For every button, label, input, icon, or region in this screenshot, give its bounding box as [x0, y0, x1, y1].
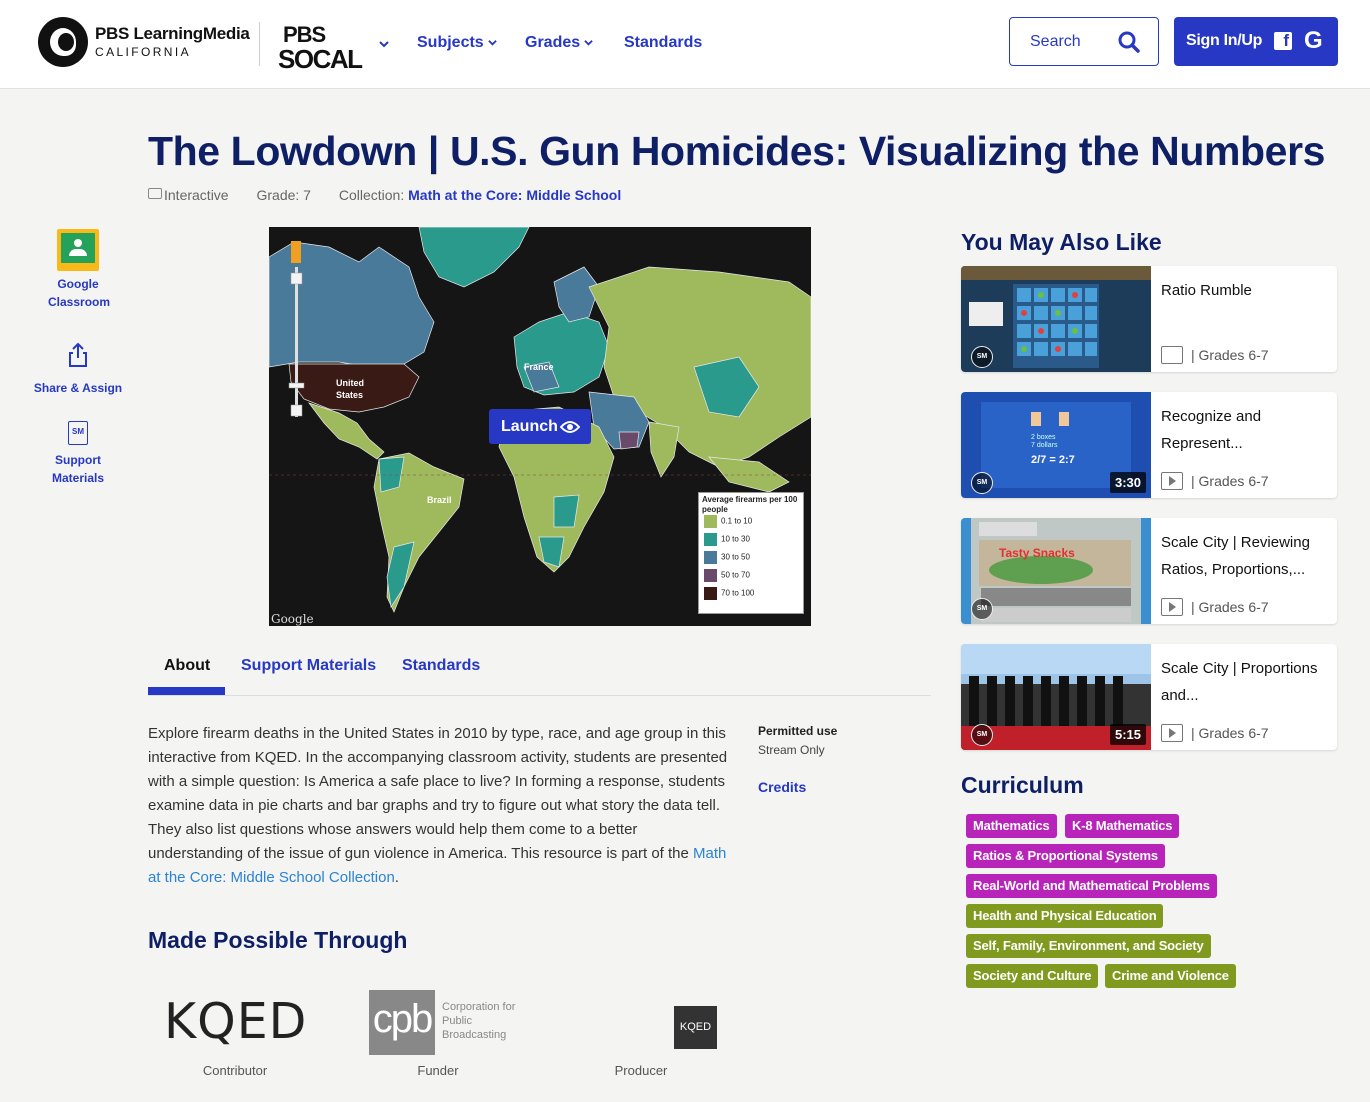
related-grades: [1161, 346, 1269, 364]
support-materials-label: Support Materials: [51, 453, 105, 485]
share-assign-label: Share & Assign: [33, 381, 123, 395]
search-label: Search: [1030, 33, 1081, 50]
permitted-use-value: Stream Only: [758, 743, 825, 757]
curriculum-tag[interactable]: Mathematics: [966, 814, 1057, 838]
search-icon: [1117, 30, 1141, 54]
launch-button[interactable]: [489, 409, 591, 444]
legend-row: [704, 515, 752, 528]
permitted-use-label: Permitted use: [758, 724, 838, 738]
tabs-divider: [148, 695, 931, 696]
support-materials-badge: SM: [971, 724, 993, 746]
legend-swatch: [704, 515, 717, 528]
curriculum-tag[interactable]: Health and Physical Education: [966, 904, 1163, 928]
legend-row: [704, 551, 750, 564]
site-header: [0, 0, 1370, 89]
credits-link[interactable]: Credits: [758, 779, 807, 795]
curriculum-tag[interactable]: Society and Culture: [966, 964, 1098, 988]
video-duration: 5:15: [1110, 724, 1146, 745]
eye-icon: [560, 420, 580, 434]
search-button[interactable]: [1009, 17, 1159, 66]
google-map-credit: Google: [271, 612, 314, 626]
tab-standards[interactable]: Standards: [402, 657, 481, 674]
legend-row: [704, 569, 750, 582]
related-card[interactable]: [961, 644, 1337, 750]
legend-row: [704, 533, 750, 546]
contributor-label: Contributor: [202, 1063, 268, 1078]
resource-type: Interactive: [164, 187, 229, 203]
related-title: Scale City | Proportions and...: [1161, 660, 1318, 704]
legend-label: 50 to 70: [721, 570, 750, 580]
curriculum-tag[interactable]: K-8 Mathematics: [1065, 814, 1179, 838]
funder-label: Funder: [417, 1063, 459, 1078]
related-grades: [1161, 472, 1269, 490]
kqed-contributor-logo[interactable]: KQED: [164, 993, 308, 1050]
legend-swatch: [704, 569, 717, 582]
share-icon: [67, 342, 89, 368]
thumb-ratio: 2/7 = 2:7: [1031, 454, 1075, 466]
header-divider: [259, 22, 260, 66]
map-legend: [698, 492, 804, 614]
thumb-caption: 2 boxes 7 dollars: [1031, 434, 1058, 449]
support-materials-badge: SM: [971, 346, 993, 368]
map-label-france: France: [524, 362, 554, 372]
chevron-down-icon[interactable]: [378, 38, 390, 50]
curriculum-tag[interactable]: Crime and Violence: [1105, 964, 1236, 988]
legend-title: Average firearms per 100 people: [702, 495, 798, 514]
collection-link-inline[interactable]: Math at the Core: Middle School Collection: [148, 845, 727, 886]
curriculum-tag[interactable]: Ratios & Proportional Systems: [966, 844, 1165, 868]
chevron-down-icon: [584, 38, 593, 47]
google-icon: G: [1304, 27, 1323, 54]
curriculum-title: Curriculum: [961, 772, 1084, 798]
video-icon: [1161, 598, 1183, 616]
page-title: The Lowdown | U.S. Gun Homicides: Visualizing the Numbers: [148, 128, 1326, 174]
nav-subjects-label: Subjects: [417, 34, 484, 51]
logo-title[interactable]: PBS LearningMedia: [95, 24, 250, 43]
interactive-icon: [148, 188, 162, 199]
support-materials-badge: SM: [971, 598, 993, 620]
share-assign-button[interactable]: [30, 342, 126, 397]
related-card[interactable]: [961, 266, 1337, 372]
about-text-end: .: [394, 869, 399, 886]
collection-label: Collection:: [338, 187, 405, 203]
related-title: Ratio Rumble: [1161, 282, 1252, 299]
producer-label: Producer: [614, 1063, 668, 1078]
curriculum-tag[interactable]: Real-World and Mathematical Problems: [966, 874, 1217, 898]
related-title: Recognize and Represent...: [1161, 408, 1262, 452]
chevron-down-icon: [488, 38, 497, 47]
legend-label: 0.1 to 10: [721, 516, 753, 526]
related-card[interactable]: [961, 518, 1337, 624]
station-logo-line1[interactable]: PBS: [283, 22, 326, 47]
map-label-brazil: Brazil: [427, 495, 452, 505]
pbs-logo-icon[interactable]: [38, 17, 88, 67]
related-grades-label: | Grades 6-7: [1191, 347, 1269, 363]
related-grades-label: | Grades 6-7: [1191, 473, 1269, 489]
google-classroom-button[interactable]: [30, 229, 126, 311]
nav-grades-label: Grades: [525, 34, 581, 51]
interactive-icon: [1161, 346, 1183, 364]
legend-label: 30 to 50: [721, 552, 750, 562]
logo-subtitle: CALIFORNIA: [95, 45, 192, 59]
legend-swatch: [704, 533, 717, 546]
sign-in-label: Sign In/Up: [1186, 32, 1263, 49]
legend-swatch: [704, 551, 717, 564]
resource-grade: Grade: 7: [256, 187, 311, 203]
related-grades-label: | Grades 6-7: [1191, 725, 1269, 741]
support-materials-button[interactable]: [30, 421, 126, 487]
cpb-logo-text: Corporation for Public Broadcasting: [442, 1001, 516, 1041]
facebook-icon: f: [1274, 32, 1292, 50]
about-text: Explore firearm deaths in the United States in 2010 by type, race, and age group in this interactive from KQED. In the accompanying classroom activity, students are presented with a simple question: Is America a safe place to live? In forming a response, students examine data in pie charts and bar graphs and try to figure out what story the data tell. They also list questions whose answers would help them come to a better understanding of the issue of gun violence in America. This resource is part of the: [148, 725, 728, 862]
related-card[interactable]: [961, 392, 1337, 498]
pegman-icon: [291, 241, 301, 263]
related-grades: [1161, 724, 1269, 742]
video-icon: [1161, 724, 1183, 742]
tab-about[interactable]: About: [164, 657, 211, 674]
google-classroom-label: Google Classroom: [48, 277, 111, 309]
legend-swatch: [704, 587, 717, 600]
cpb-logo[interactable]: cpb: [369, 990, 435, 1055]
related-grades: [1161, 598, 1269, 616]
google-classroom-icon: [57, 229, 99, 271]
legend-label: 70 to 100: [721, 588, 755, 598]
nav-grades[interactable]: [525, 34, 593, 52]
launch-label: Launch: [501, 418, 558, 435]
video-icon: [1161, 472, 1183, 490]
related-title: Scale City | Reviewing Ratios, Proportions,...: [1161, 534, 1310, 578]
station-logo-line2[interactable]: SOCAL: [278, 44, 362, 74]
sign-in-button[interactable]: [1174, 17, 1338, 66]
tab-support-materials[interactable]: Support Materials: [241, 657, 377, 674]
support-materials-icon: SM: [68, 421, 88, 445]
resource-meta: [148, 187, 645, 203]
about-description: [148, 722, 728, 890]
nav-subjects[interactable]: [417, 34, 497, 52]
collection-link[interactable]: Math at the Core: Middle School: [408, 187, 622, 203]
map-label-usa: United States: [336, 378, 364, 400]
legend-row: [704, 587, 754, 600]
video-duration: 3:30: [1110, 472, 1146, 493]
thumb-tasty-snacks: Tasty Snacks: [999, 546, 1075, 560]
legend-label: 10 to 30: [721, 534, 750, 544]
you-may-also-like-title: You May Also Like: [961, 229, 1162, 255]
made-possible-title: Made Possible Through: [148, 927, 408, 953]
kqed-producer-logo[interactable]: KQED: [674, 1006, 717, 1049]
related-grades-label: | Grades 6-7: [1191, 599, 1269, 615]
support-materials-badge: SM: [971, 472, 993, 494]
nav-standards[interactable]: Standards: [624, 34, 703, 51]
curriculum-tag[interactable]: Self, Family, Environment, and Society: [966, 934, 1211, 958]
